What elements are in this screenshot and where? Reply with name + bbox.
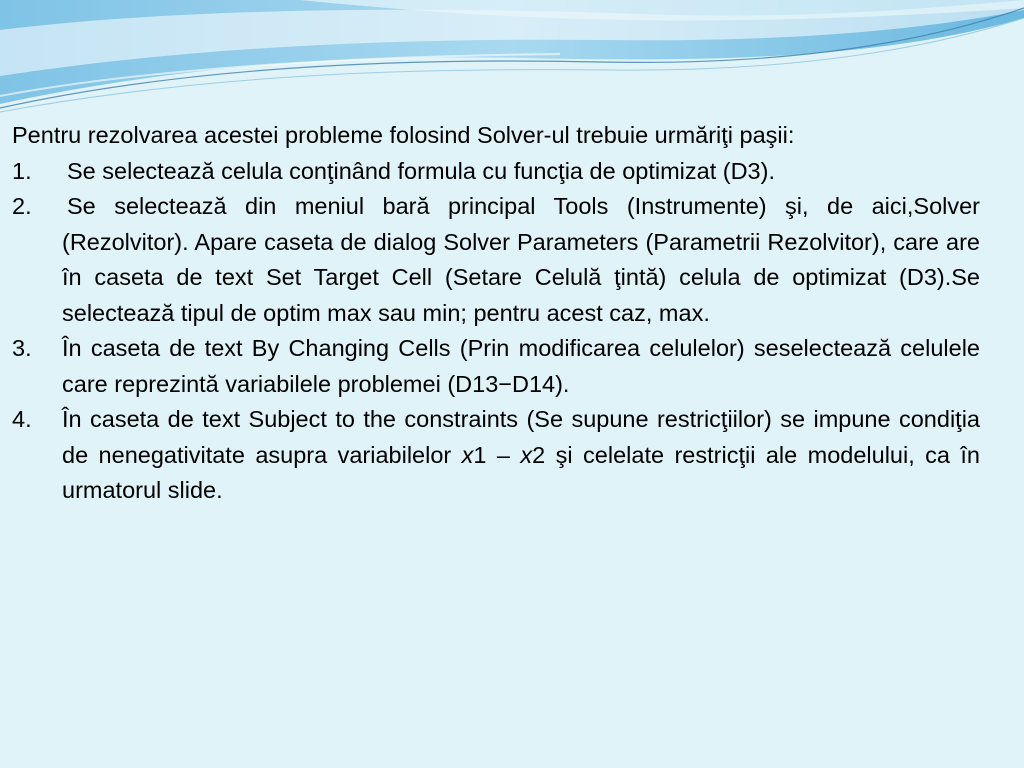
variable-x2-symbol: x: [520, 441, 533, 468]
list-item-text-before: În caseta de text Subject to the constraints (Se supune restricţiilor) se impune condiţia de nenegativitate asupra variabilelor: [62, 406, 980, 468]
header-wave-decoration: [0, 0, 1024, 120]
list-item-text: În caseta de text By Changing Cells (Prin modificarea celulelor) seselectează celulele care reprezintă variabilele problemei (D13−D14).: [62, 335, 980, 397]
list-number: 3.: [12, 335, 32, 361]
steps-list: [12, 154, 980, 509]
list-item: [12, 402, 980, 509]
list-item: [12, 189, 980, 331]
list-item: [12, 331, 980, 402]
intro-paragraph: Pentru rezolvarea acestei probleme folosind Solver-ul trebuie urmăriţi paşii:: [12, 122, 795, 148]
list-item: [12, 154, 980, 190]
list-item-text: Se selectează celula conţinând formula cu funcţia de optimizat (D3).: [67, 157, 775, 184]
list-item-text: Se selectează din meniul bară principal Tools (Instrumente) şi, de aici,Solver (Rezolvitor). Apare caseta de dialog Solver Parameters (Parametrii Rezolvitor), care are în caseta de text Set Target Cell (Setare Celulă ţintă) celula de optimizat (D3).Se selectează tipul de optim max sau min; pentru acest caz, max.: [62, 193, 980, 326]
slide-content: [12, 118, 980, 509]
variable-x1-symbol: x: [461, 441, 474, 468]
variable-x1-index: 1: [473, 441, 487, 468]
list-number: 1.: [12, 157, 32, 184]
variable-x2-index: 2: [532, 441, 546, 468]
list-number: 4.: [12, 406, 32, 432]
list-item-text-after: şi celelate restricţii ale modelului, ca în urmatorul slide.: [62, 441, 980, 503]
list-number: 2.: [12, 193, 32, 219]
range-dash: –: [486, 441, 521, 468]
